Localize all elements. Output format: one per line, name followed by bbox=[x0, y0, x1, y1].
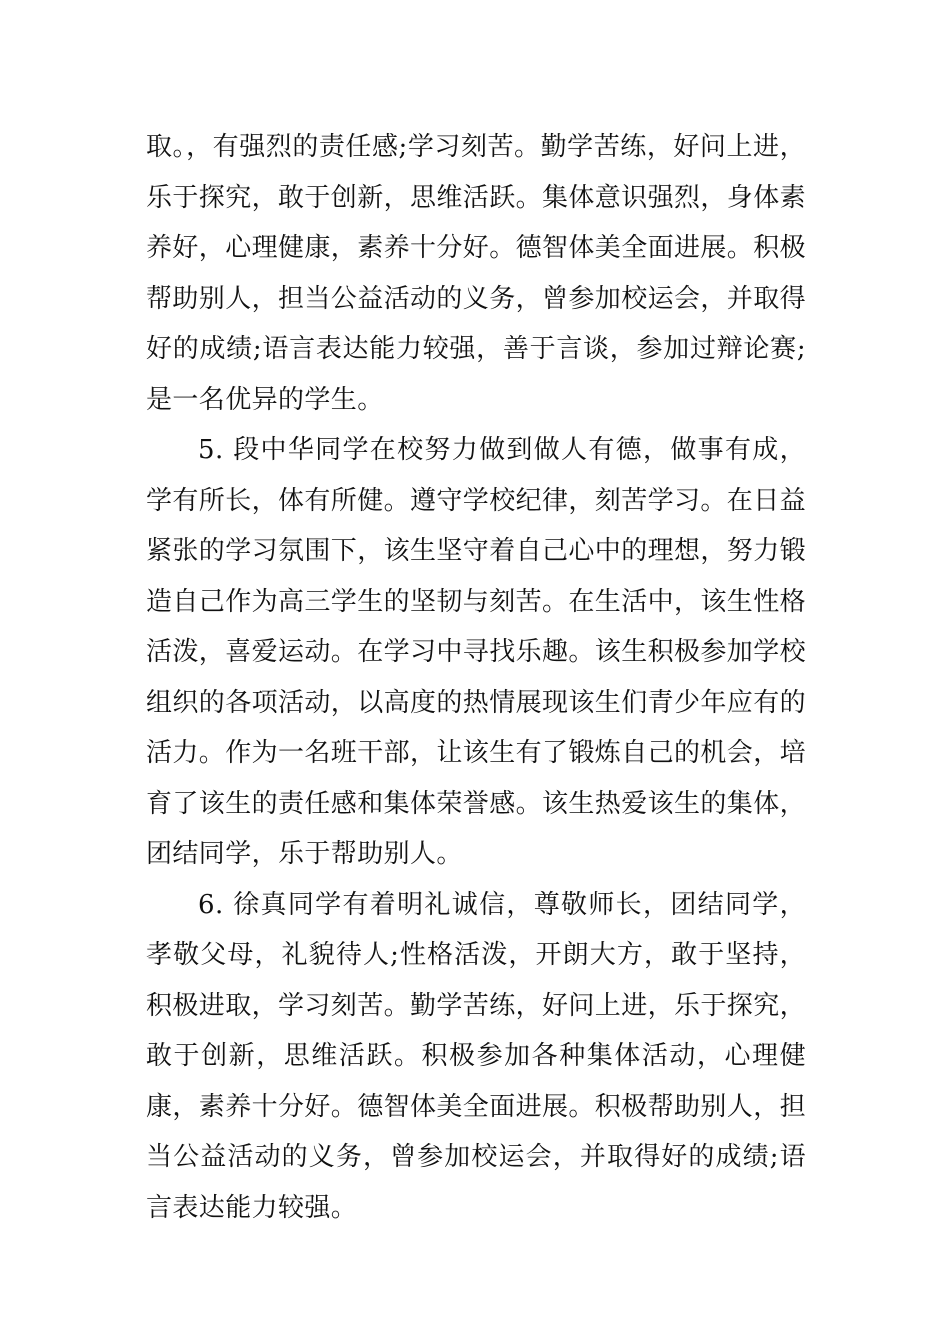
paragraph-continued: 取。，有强烈的责任感;学习刻苦。勤学苦练，好问上进，乐于探究，敢于创新，思维活跃。集体意识强烈，身体素养好，心理健康，素养十分好。德智体美全面进展。积极帮助别人，担当公益活动的义务，曾参加校运会，并取得好的成绩;语言表达能力较强，善于言谈，参加过辩论赛;是一名优异的学生。 bbox=[146, 132, 807, 415]
document-page bbox=[146, 122, 806, 1233]
paragraph-item-5: 5. 段中华同学在校努力做到做人有德，做事有成，学有所长，体有所健。遵守学校纪律，刻苦学习。在日益紧张的学习氛围下，该生坚守着自己心中的理想，努力锻造自己作为高三学生的坚韧与刻苦。在生活中，该生性格活泼，喜爱运动。在学习中寻找乐趣。该生积极参加学校组织的各项活动，以高度的热情展现该生们青少年应有的活力。作为一名班干部，让该生有了锻炼自己的机会，培育了该生的责任感和集体荣誉感。该生热爱该生的集体，团结同学，乐于帮助别人。 bbox=[146, 435, 807, 869]
paragraph-item-6: 6. 徐真同学有着明礼诚信，尊敬师长，团结同学，孝敬父母，礼貌待人;性格活泼，开朗大方，敢于坚持，积极进取，学习刻苦。勤学苦练，好问上进，乐于探究，敢于创新，思维活跃。积极参加各种集体活动，心理健康，素养十分好。德智体美全面进展。积极帮助别人，担当公益活动的义务，曾参加校运会，并取得好的成绩;语言表达能力较强。 bbox=[146, 889, 807, 1223]
